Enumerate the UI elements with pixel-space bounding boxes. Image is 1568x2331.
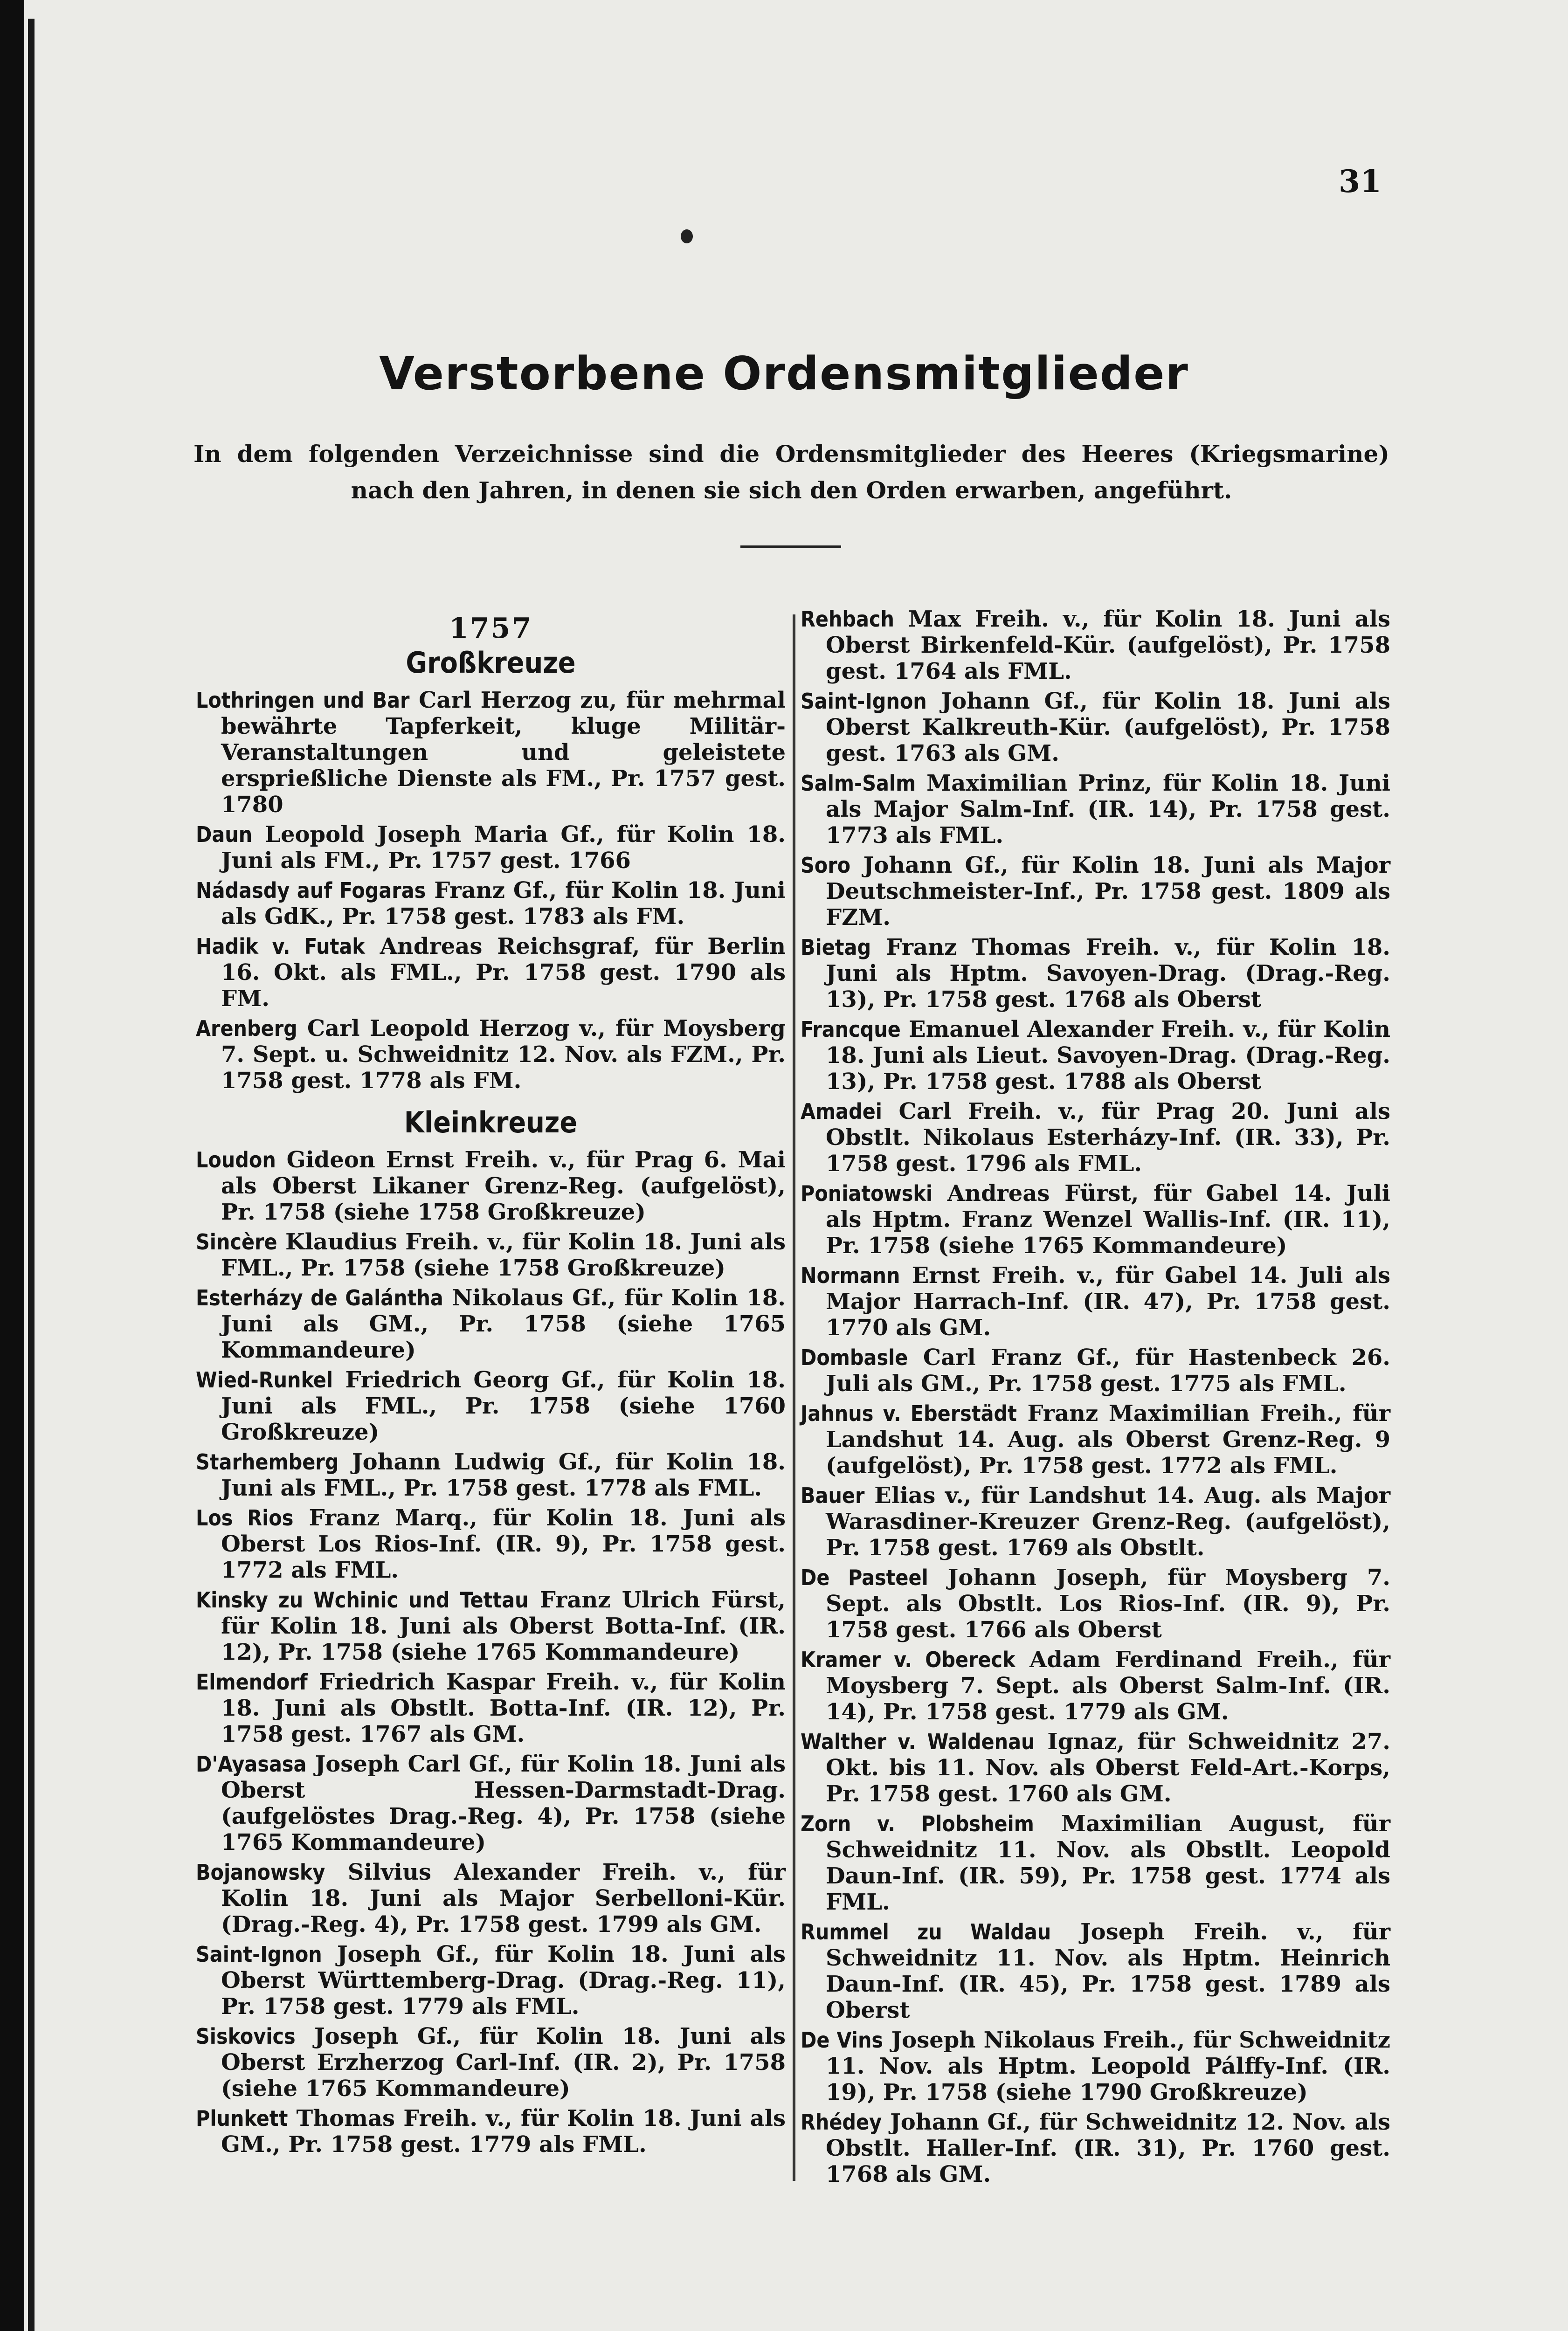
- member-name: Dombasle: [801, 1345, 908, 1370]
- member-entry: [196, 2023, 786, 2102]
- member-entry: [196, 1859, 786, 1938]
- member-name: Bauer: [801, 1483, 865, 1508]
- member-details: Joseph Gf., für Kolin 18. Juni als Oberst Württemberg-Drag. (Drag.-Reg. 11), Pr. 1758 gest. 1779 als FML.: [221, 1941, 786, 2020]
- member-entry: [801, 1483, 1390, 1561]
- member-entry: [801, 1811, 1390, 1915]
- page-title: Verstorbene Ordensmitglieder: [379, 347, 1189, 400]
- member-entry: [801, 1919, 1390, 2023]
- year-heading: 1757: [449, 612, 532, 645]
- member-name: Elmendorf: [196, 1669, 308, 1695]
- member-details: Johann Gf., für Kolin 18. Juni als Oberst Kalkreuth-Kür. (aufgelöst), Pr. 1758 gest. 1763 als GM.: [826, 688, 1390, 766]
- member-details: Carl Freih. v., für Prag 20. Juni als Obstlt. Nikolaus Esterházy-Inf. (IR. 33), Pr. 1758 gest. 1796 als FML.: [826, 1098, 1390, 1177]
- member-name: Nádasdy auf Fogaras: [196, 878, 426, 903]
- right-column: [801, 606, 1390, 2191]
- member-details: Franz Thomas Freih. v., für Kolin 18. Juni als Hptm. Savoyen-Drag. (Drag.-Reg. 13), Pr. 1758 gest. 1768 als Oberst: [826, 934, 1391, 1013]
- member-entry: [801, 1345, 1390, 1397]
- member-details: Ignaz, für Schweidnitz 27. Okt. bis 11. Nov. als Oberst Feld-Art.-Korps, Pr. 1758 gest. 1760 als GM.: [826, 1729, 1391, 1807]
- member-details: Friedrich Georg Gf., für Kolin 18. Juni als FML., Pr. 1758 (siehe 1760 Großkreuze): [221, 1367, 786, 1445]
- member-entry: [196, 1229, 786, 1281]
- member-details: Nikolaus Gf., für Kolin 18. Juni als GM., Pr. 1758 (siehe 1765 Kommandeure): [221, 1285, 786, 1363]
- member-entry: [196, 2105, 786, 2158]
- member-entry: [801, 1647, 1390, 1725]
- member-entry: [801, 1400, 1390, 1479]
- member-details: Ernst Freih. v., für Gabel 14. Juli als Major Harrach-Inf. (IR. 47), Pr. 1758 gest. 1770 als GM.: [826, 1262, 1390, 1341]
- member-entry: [801, 688, 1390, 766]
- member-details: Franz Ulrich Fürst, für Kolin 18. Juni als Oberst Botta-Inf. (IR. 12), Pr. 1758 (siehe 1765 Kommandeure): [221, 1587, 786, 1665]
- member-entry: [196, 877, 786, 930]
- section-heading-grosskreuze: Großkreuze: [406, 646, 576, 680]
- member-name: Amadei: [801, 1099, 882, 1124]
- member-entry: [801, 2027, 1390, 2105]
- member-name: Salm-Salm: [801, 771, 916, 796]
- ink-spot: [681, 229, 693, 243]
- member-details: Andreas Fürst, für Gabel 14. Juli als Hptm. Franz Wenzel Wallis-Inf. (IR. 11), Pr. 1758 (siehe 1765 Kommandeure): [826, 1180, 1391, 1259]
- member-details: Max Freih. v., für Kolin 18. Juni als Oberst Birkenfeld-Kür. (aufgelöst), Pr. 1758 gest. 1764 als FML.: [826, 606, 1390, 684]
- member-entry: [196, 1015, 786, 1094]
- member-name: Rhédey: [801, 2110, 882, 2135]
- member-name: Zorn v. Plobsheim: [801, 1811, 1034, 1836]
- member-name: Rehbach: [801, 607, 894, 632]
- member-name: Sincère: [196, 1229, 277, 1255]
- member-name: Kramer v. Obereck: [801, 1647, 1015, 1672]
- member-entry: [196, 1505, 786, 1583]
- member-details: Carl Herzog zu, für mehrmal bewährte Tapferkeit, kluge Militär-Veranstaltungen und geleistete ersprießliche Dienste als FM., Pr. 1757 gest. 1780: [221, 687, 786, 818]
- member-details: Gideon Ernst Freih. v., für Prag 6. Mai als Oberst Likaner Grenz-Reg. (aufgelöst), Pr. 1758 (siehe 1758 Großkreuze): [221, 1147, 786, 1225]
- title-divider: [740, 545, 841, 548]
- member-entry: [801, 606, 1390, 684]
- left-column: [196, 606, 786, 2161]
- member-details: Johann Gf., für Kolin 18. Juni als Major Deutschmeister-Inf., Pr. 1758 gest. 1809 als FZM.: [826, 852, 1390, 931]
- member-details: Friedrich Kaspar Freih. v., für Kolin 18. Juni als Obstlt. Botta-Inf. (IR. 12), Pr. 1758 gest. 1767 als GM.: [221, 1669, 786, 1747]
- member-entry: [196, 1285, 786, 1363]
- member-entry: [801, 852, 1390, 931]
- member-details: Elias v., für Landshut 14. Aug. als Major Warasdiner-Kreuzer Grenz-Reg. (aufgelöst), Pr. 1758 gest. 1769 als Obstlt.: [826, 1483, 1390, 1561]
- member-entry: [196, 1147, 786, 1225]
- member-details: Leopold Joseph Maria Gf., für Kolin 18. Juni als FM., Pr. 1757 gest. 1766: [221, 821, 786, 874]
- member-name: Poniatowski: [801, 1181, 933, 1206]
- member-name: Bojanowsky: [196, 1860, 325, 1885]
- member-entry: [801, 770, 1390, 848]
- member-entry: [196, 933, 786, 1012]
- member-entry: [196, 687, 786, 818]
- member-name: Plunkett: [196, 2106, 288, 2131]
- member-details: Klaudius Freih. v., für Kolin 18. Juni als FML., Pr. 1758 (siehe 1758 Großkreuze): [221, 1229, 786, 1281]
- member-name: Walther v. Waldenau: [801, 1729, 1035, 1754]
- member-entry: [801, 1729, 1390, 1807]
- member-details: Maximilian Prinz, für Kolin 18. Juni als Major Salm-Inf. (IR. 14), Pr. 1758 gest. 1773 als FML.: [826, 770, 1391, 848]
- member-name: Saint-Ignon: [801, 689, 927, 714]
- member-entry: [801, 1565, 1390, 1643]
- member-name: De Pasteel: [801, 1565, 928, 1590]
- member-details: Carl Franz Gf., für Hastenbeck 26. Juli als GM., Pr. 1758 gest. 1775 als FML.: [826, 1345, 1391, 1397]
- member-name: Hadik v. Futak: [196, 934, 365, 959]
- member-details: Andreas Reichsgraf, für Berlin 16. Okt. als FML., Pr. 1758 gest. 1790 als FM.: [221, 933, 786, 1012]
- member-name: Daun: [196, 822, 253, 847]
- member-details: Franz Maximilian Freih., für Landshut 14. Aug. als Oberst Grenz-Reg. 9 (aufgelöst), Pr. 1758 gest. 1772 als FML.: [826, 1400, 1390, 1479]
- column-divider: [793, 614, 795, 2181]
- member-entry: [801, 1262, 1390, 1341]
- kleinkreuze-list-right: [801, 606, 1390, 2187]
- member-name: Kinsky zu Wchinic und Tettau: [196, 1587, 529, 1613]
- member-entry: [196, 1587, 786, 1665]
- member-details: Joseph Freih. v., für Schweidnitz 11. Nov. als Hptm. Heinrich Daun-Inf. (IR. 45), Pr. 1758 gest. 1789 als Oberst: [826, 1919, 1390, 2023]
- member-name: Wied-Runkel: [196, 1367, 333, 1393]
- member-name: Loudon: [196, 1147, 276, 1172]
- section-heading-kleinkreuze: Kleinkreuze: [404, 1105, 578, 1139]
- intro-paragraph: In dem folgenden Verzeichnisse sind die Ordensmitglieder des Heeres (Kriegsmarine) nach den Jahren, in denen sie sich den Orden erwarben, angeführt.: [193, 440, 1389, 504]
- member-name: Arenberg: [196, 1016, 297, 1041]
- member-name: Soro: [801, 853, 851, 878]
- member-details: Thomas Freih. v., für Kolin 18. Juni als GM., Pr. 1758 gest. 1779 als FML.: [221, 2105, 786, 2158]
- member-name: De Vins: [801, 2028, 884, 2053]
- member-name: Lothringen und Bar: [196, 688, 410, 713]
- member-details: Franz Marq., für Kolin 18. Juni als Oberst Los Rios-Inf. (IR. 9), Pr. 1758 gest. 1772 als FML.: [221, 1505, 786, 1583]
- member-name: Los Rios: [196, 1505, 294, 1531]
- member-entry: [196, 1941, 786, 2020]
- member-entry: [801, 2109, 1390, 2187]
- member-entry: [801, 1016, 1390, 1095]
- member-entry: [801, 1098, 1390, 1177]
- member-name: Normann: [801, 1263, 900, 1288]
- member-entry: [801, 1180, 1390, 1259]
- member-details: Adam Ferdinand Freih., für Moysberg 7. Sept. als Oberst Salm-Inf. (IR. 14), Pr. 1758 gest. 1779 als GM.: [826, 1647, 1390, 1725]
- member-name: Jahnus v. Eberstädt: [801, 1401, 1017, 1426]
- member-name: Saint-Ignon: [196, 1942, 322, 1967]
- member-entry: [196, 1449, 786, 1501]
- member-name: Rummel zu Waldau: [801, 1919, 1051, 1945]
- member-name: Starhemberg: [196, 1449, 339, 1475]
- member-entry: [196, 1751, 786, 1855]
- member-details: Johann Joseph, für Moysberg 7. Sept. als Obstlt. Los Rios-Inf. (IR. 9), Pr. 1758 gest. 1766 als Oberst: [826, 1565, 1390, 1643]
- page-number: 31: [1339, 163, 1381, 200]
- member-name: Siskovics: [196, 2024, 296, 2049]
- member-details: Maximilian August, für Schweidnitz 11. Nov. als Obstlt. Leopold Daun-Inf. (IR. 59), Pr. 1758 gest. 1774 als FML.: [826, 1811, 1390, 1915]
- member-details: Emanuel Alexander Freih. v., für Kolin 18. Juni als Lieut. Savoyen-Drag. (Drag.-Reg. 13), Pr. 1758 gest. 1788 als Oberst: [826, 1016, 1390, 1095]
- member-name: Esterházy de Galántha: [196, 1285, 443, 1310]
- member-details: Carl Leopold Herzog v., für Moysberg 7. Sept. u. Schweidnitz 12. Nov. als FZM., Pr. 1758 gest. 1778 als FM.: [221, 1015, 786, 1094]
- member-details: Johann Gf., für Schweidnitz 12. Nov. als Obstlt. Haller-Inf. (IR. 31), Pr. 1760 gest. 1768 als GM.: [826, 2109, 1390, 2187]
- member-entry: [196, 1367, 786, 1445]
- member-entry: [196, 821, 786, 874]
- member-details: Joseph Gf., für Kolin 18. Juni als Oberst Erzherzog Carl-Inf. (IR. 2), Pr. 1758 (siehe 1765 Kommandeure): [221, 2023, 786, 2102]
- member-name: D'Ayasasa: [196, 1752, 307, 1777]
- member-details: Joseph Carl Gf., für Kolin 18. Juni als Oberst Hessen-Darmstadt-Drag. (aufgelöstes Drag.-Reg. 4), Pr. 1758 (siehe 1765 Kommandeure): [221, 1751, 786, 1855]
- kleinkreuze-list-left: [196, 1147, 786, 2158]
- member-name: Bietag: [801, 935, 871, 960]
- member-details: Johann Ludwig Gf., für Kolin 18. Juni als FML., Pr. 1758 gest. 1778 als FML.: [221, 1449, 786, 1501]
- member-name: Francque: [801, 1017, 901, 1042]
- member-entry: [196, 1669, 786, 1747]
- member-details: Silvius Alexander Freih. v., für Kolin 18. Juni als Major Serbelloni-Kür. (Drag.-Reg. 4), Pr. 1758 gest. 1799 als GM.: [221, 1859, 786, 1938]
- member-details: Franz Gf., für Kolin 18. Juni als GdK., Pr. 1758 gest. 1783 als FM.: [221, 877, 786, 930]
- grosskreuze-list: [196, 687, 786, 1094]
- member-entry: [801, 934, 1390, 1013]
- member-details: Joseph Nikolaus Freih., für Schweidnitz 11. Nov. als Hptm. Leopold Pálffy-Inf. (IR. 19), Pr. 1758 (siehe 1790 Großkreuze): [826, 2027, 1390, 2105]
